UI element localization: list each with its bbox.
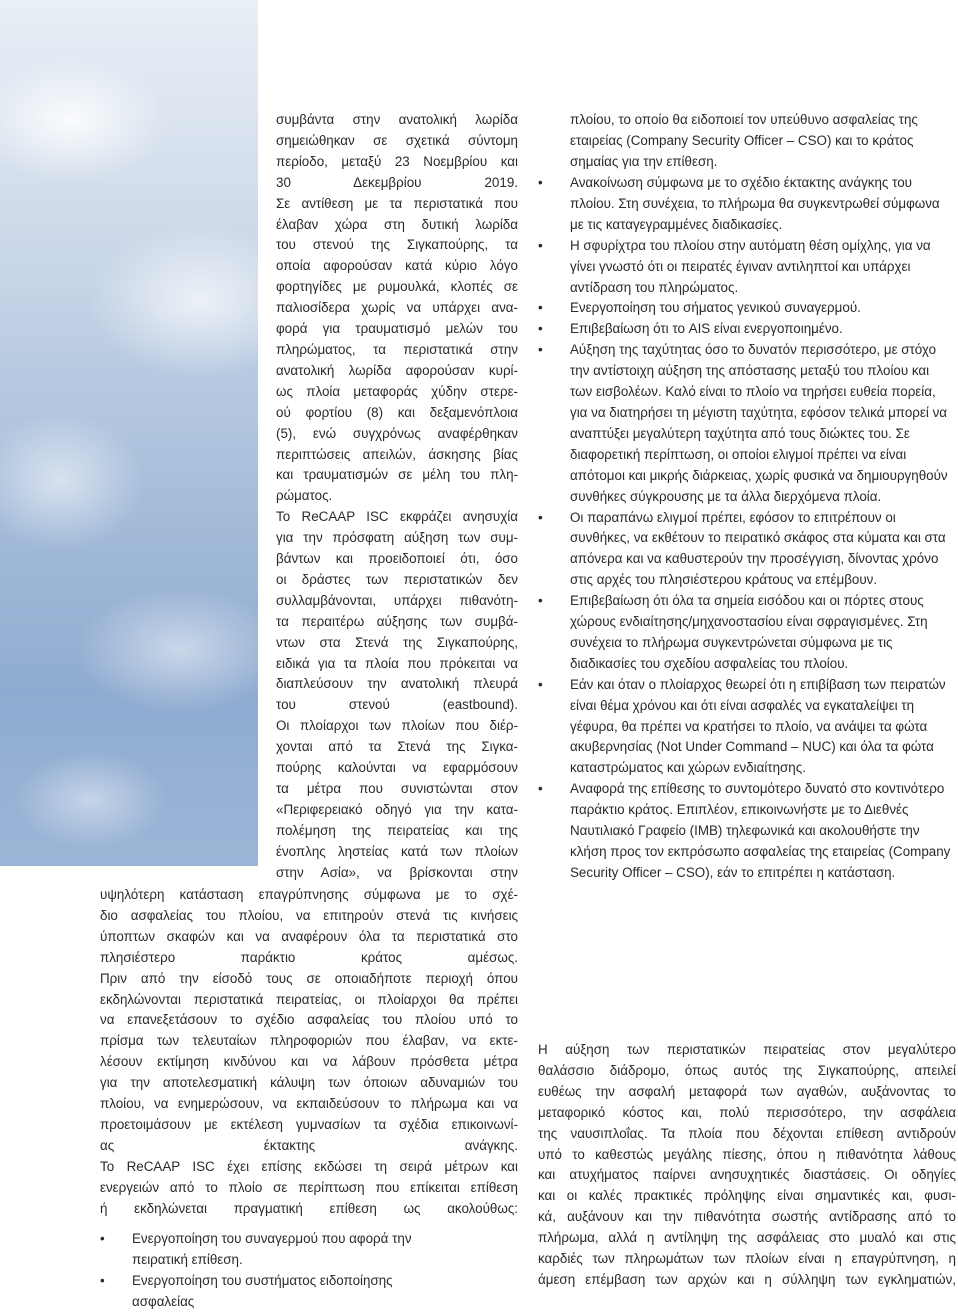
left-top-line: παλιοσίδερα χωρίς να υπάρχει ανα-	[276, 300, 518, 316]
right-closing-line: Η αύξηση των περιστατικών πειρατείας στον μεγαλύτερο	[538, 1042, 956, 1057]
bullet-item: • Ενεργοποίηση του σήματος γενικού συναγερμού.	[538, 298, 952, 319]
left-column-bottom-text	[100, 885, 518, 1220]
right-closing-line: μεταφορικό κόστος και, πολύ περισσότερο, την ασφάλεια	[538, 1104, 956, 1120]
left-top-line: τα περαιτέρω αύξησης των συμβά-	[276, 613, 518, 629]
right-closing-line: της ναυσιπλοΐας. Τα πλοία που δέχονται επίθεση αντιδρούν	[538, 1125, 956, 1141]
left-bullet-list	[100, 1229, 430, 1313]
left-top-line: περίοδο, μεταξύ 23 Νοεμβρίου και	[276, 153, 518, 169]
bullet-item: • Αύξηση της ταχύτητας όσο το δυνατόν περισσότερο, με στόχο την αντίστοιχη αύξηση της απόστασης μεταξύ του πλοίου και των εισβολέων. Καλό είναι το πλοίο να τηρήσει ευθεία πορεία, για να διατηρήσει τη μέγιστη ταχύτητα, εφόσον τελικά μπορεί να αναπτύξει μεγαλύτερη ταχύτητα από τους διώκτες του. Σε διαφορετική περίπτωση, οι οποίοι ελιγμοί πρέπει να είναι απότομοι και μικρής διάρκειας, χωρίς φυσικά να δημιουργηθούν συνθήκες σύγκρουσης με τα άλλα διερχόμενα πλοία.	[538, 340, 952, 507]
right-closing-line: πλήρωμα, αλλά η αντίληψη της ασφάλειας στο μυαλό και στις	[538, 1230, 956, 1246]
left-top-line: ένοπλης ληστείας κατά των πλοίων	[276, 843, 518, 859]
left-top-line: Σε αντίθεση με τα περιστατικά που	[276, 195, 518, 211]
bullet-item: • Αναφορά της επίθεσης το συντομότερο δυνατό στο κοντινότερο παράκτιο κράτος. Επιπλέον, επικοινωνήστε με το Διεθνές Ναυτιλιακό Γραφείο (IMB) τηλεφωνικά και ακολουθήστε την κλήση προς τον εκπρόσωπο ασφαλείας της εταιρείας (Company Security Officer – CSO), εάν το επιτρέπει η κατάσταση.	[538, 779, 952, 884]
left-bottom-line: ας έκτακτης ανάγκης.	[100, 1137, 518, 1153]
left-top-line: πληρώματος, τα περιστατικά στην	[276, 341, 518, 357]
left-top-line: βάντων και προειδοποιεί ότι, όσο	[276, 551, 518, 567]
right-closing-paragraph	[538, 1040, 956, 1291]
right-closing-line: και ατυχήματος παίρνει ανησυχητικές διαστάσεις. Οι οδηγίες	[538, 1167, 956, 1183]
right-closing-line: κά, αυξάνουν και την πιθανότητα σωστής αντίδρασης από το	[538, 1209, 956, 1225]
bullet-item: • Επιβεβαίωση ότι το AIS είναι ενεργοποιημένο.	[538, 319, 952, 340]
left-top-line: για την πρόσφατη αύξηση των συμ-	[276, 530, 518, 546]
left-top-line: ως πλοία μεταφοράς χύδην στερε-	[276, 383, 518, 399]
bullet-item: • Ανακοίνωση σύμφωνα με το σχέδιο έκτακτης ανάγκης του πλοίου. Στη συνέχεια, το πλήρωμα θα συγκεντρωθεί σύμφωνα με τις καταγεγραμμένες διαδικασίες.	[538, 173, 952, 236]
left-top-line: «Περιφερειακό οδηγό για την κατα-	[276, 801, 518, 817]
left-bottom-line: Το ReCAAP ISC έχει επίσης εκδώσει τη σειρά μέτρων και	[100, 1158, 518, 1174]
right-bullet-list	[538, 173, 952, 884]
left-bottom-line: ενεργειών από το πλοίο σε περίπτωση που επίκειται επίθεση	[100, 1179, 518, 1195]
left-bottom-line: διο ασφαλείας του πλοίου, να επιτηρούν στενά τις κινήσεις	[100, 907, 518, 923]
left-bottom-line: προετοιμάσουν με εκτέλεση γυμνασίων τα σχέδια επικοινωνί-	[100, 1116, 518, 1132]
left-bottom-line: να επανεξετάσουν το σχέδιο ασφαλείας του πλοίου υπό το	[100, 1012, 518, 1028]
bullet-item: • Εάν και όταν ο πλοίαρχος θεωρεί ότι η επιβίβαση των πειρατών είναι θέμα χρόνου και ότι είναι ασφαλές να εγκαταλείψει τη γέφυρα, θα πρέπει να κρατήσει το πλοίο, να ανάψει τα φώτα ακυβερνησίας (Not Under Command – NUC) και όλα τα φώτα καταστρώματος και χώρων ενδιαίτησης.	[538, 675, 952, 780]
left-top-line: και τραυματισμών σε μέλη του πλη-	[276, 467, 518, 483]
left-top-line: ρώματος.	[276, 488, 333, 504]
left-top-line: του στενού (eastbound).	[276, 697, 518, 713]
left-bottom-line: για την αποτελεσματική κάλυψη των όποιων αδυναμιών του	[100, 1075, 518, 1091]
left-top-line: ανατολική λωρίδα αφορούσαν κυρί-	[276, 362, 518, 378]
right-closing-line: θαλάσσιο διάδρομο, όπως αυτός της Σιγκαπούρης, απειλεί	[538, 1062, 956, 1078]
left-bottom-line: ύποπτων σκαφών και να αναφέρουν όλα τα περιστατικά στο	[100, 928, 518, 944]
bullet-item: • Ενεργοποίηση του συστήματος ειδοποίησης ασφαλείας	[100, 1271, 430, 1313]
bullet-item: • Ενεργοποίηση του συναγερμού που αφορά την πειρατική επίθεση.	[100, 1229, 430, 1271]
left-bottom-line: πλησιέστερο παράκτιο κράτος αμέσως.	[100, 949, 518, 965]
left-top-line: χονται από τα Στενά της Σιγκα-	[276, 739, 518, 755]
right-closing-line: ευθέως την ασφαλή μεταφορά των αγαθών, αυξάνοντας το	[538, 1083, 956, 1099]
left-top-line: ειδικά για τα πλοία που πρόκειται να	[276, 655, 518, 671]
bullet-item: • Οι παραπάνω ελιγμοί πρέπει, εφόσον το επιτρέπουν οι συνθήκες, να εκθέτουν το πειρατικό σκάφος στα κύματα και στα απόνερα και να καθυστερούν την προσέγγιση, δίνοντας χρόνο στις αρχές του πλησιέστερου κράτους να επέμβουν.	[538, 508, 952, 592]
left-bottom-line: υψηλότερη κατάσταση επαγρύπνησης σύμφωνα με το σχέ-	[100, 887, 518, 902]
left-bottom-line: ή εκδηλώνεται πραγματική επίθεση ως ακολούθως:	[100, 1200, 518, 1216]
right-closing-line: άμεση επέμβαση των αρχών και η σύλληψη των εγκληματιών,	[538, 1271, 956, 1287]
left-top-line: 30 Δεκεμβρίου 2019.	[276, 174, 518, 190]
left-top-line: τα μέτρα που συνιστώνται στον	[276, 781, 518, 796]
left-top-line: Οι πλοίαρχοι των πλοίων που διέρ-	[276, 718, 518, 734]
left-top-line: ού φορτίου (8) και δεξαμενόπλοια	[276, 404, 518, 420]
left-top-line: έλαβαν χώρα στη δυτική λωρίδα	[276, 216, 518, 232]
bullet-item: • Η σφυρίχτρα του πλοίου στην αυτόματη θέση ομίχλης, για να γίνει γνωστό ότι οι πειρατές έγιναν αντιληπτοί και υπάρχει αντίδραση του πληρώματος.	[538, 236, 952, 299]
left-bottom-line: Πριν από την είσοδό τους σε οποιαδήποτε περιοχή όπου	[100, 970, 518, 986]
left-top-line: συλλαμβάνονται, υπάρχει πιθανότη-	[276, 592, 518, 608]
left-bottom-line: εκδηλώνονται περιστατικά πειρατείας, οι πλοίαρχοι θα πρέπει	[100, 991, 518, 1007]
right-closing-line: καρδιές των πληρωμάτων των πλοίων είναι η επαγρύπνηση, η	[538, 1251, 956, 1267]
left-bottom-line: πρίσμα των τελευταίων πληροφοριών που έλαβαν, να εκτε-	[100, 1033, 518, 1049]
left-top-line: οι δράστες των περιστατικών δεν	[276, 571, 518, 587]
right-closing-line: και οι καλές πρακτικές πρόληψης είναι σημαντικές και, φυσι-	[538, 1188, 956, 1204]
left-top-line: (5), ενώ συγχρόνως αναφέρθηκαν	[276, 425, 518, 441]
left-top-line: του στενού της Σιγκαπούρης, τα	[276, 237, 518, 253]
left-top-line: συμβάντα στην ανατολική λωρίδα	[276, 112, 518, 127]
left-top-line: στην Ασία», να βρίσκονται στην	[276, 864, 518, 880]
right-closing-line: υπό το καθεστώς μεγάλης πίεσης, όπου η πιθανότητα λάθους	[538, 1146, 956, 1162]
left-bottom-line: λέσουν εκτίμηση κινδύνου και να λάβουν πρόσθετα μέτρα	[100, 1054, 518, 1070]
left-top-line: φορά για τραυματισμό μελών του	[276, 321, 518, 337]
left-bottom-line: πλοίου, να ενημερώσουν, να εκπαιδεύσουν το πλήρωμα και να	[100, 1096, 518, 1112]
left-top-line: πολέμηση της πειρατείας και της	[276, 822, 518, 838]
left-top-line: ντων στα Στενά της Σιγκαπούρης,	[276, 634, 518, 650]
left-top-line: περιπτώσεις απειλών, άσκησης βίας	[276, 446, 518, 462]
left-top-line: φορτηγίδες με ρυμουλκά, κλοπές σε	[276, 279, 518, 295]
left-top-line: Το ReCAAP ISC εκφράζει ανησυχία	[276, 509, 518, 525]
left-column-top-text	[276, 110, 518, 884]
left-top-line: σημειώθηκαν σε σχετικά σύντομη	[276, 132, 518, 148]
sky-clouds-photo	[0, 0, 258, 866]
right-bullet-continuation: πλοίου, το οποίο θα ειδοποιεί τον υπεύθυνο ασφαλείας της εταιρείας (Company Security Officer – CSO) και το κράτος σημαίας για την επίθεση.	[570, 112, 918, 169]
bullet-item: • Επιβεβαίωση ότι όλα τα σημεία εισόδου και οι πόρτες στους χώρους ενδιαίτησης/μηχανοστασίου είναι σφραγισμένες. Στη συνέχεια το πλήρωμα συγκεντρώνεται σύμφωνα με τις διαδικασίες του σχεδίου ασφαλείας του πλοίου.	[538, 591, 952, 675]
left-top-line: πούρης καλούνται να εφαρμόσουν	[276, 760, 518, 776]
left-top-line: οποία αφορούσαν κατά κύριο λόγο	[276, 258, 518, 274]
left-top-line: διαπλεύσουν την ανατολική πλευρά	[276, 676, 518, 692]
